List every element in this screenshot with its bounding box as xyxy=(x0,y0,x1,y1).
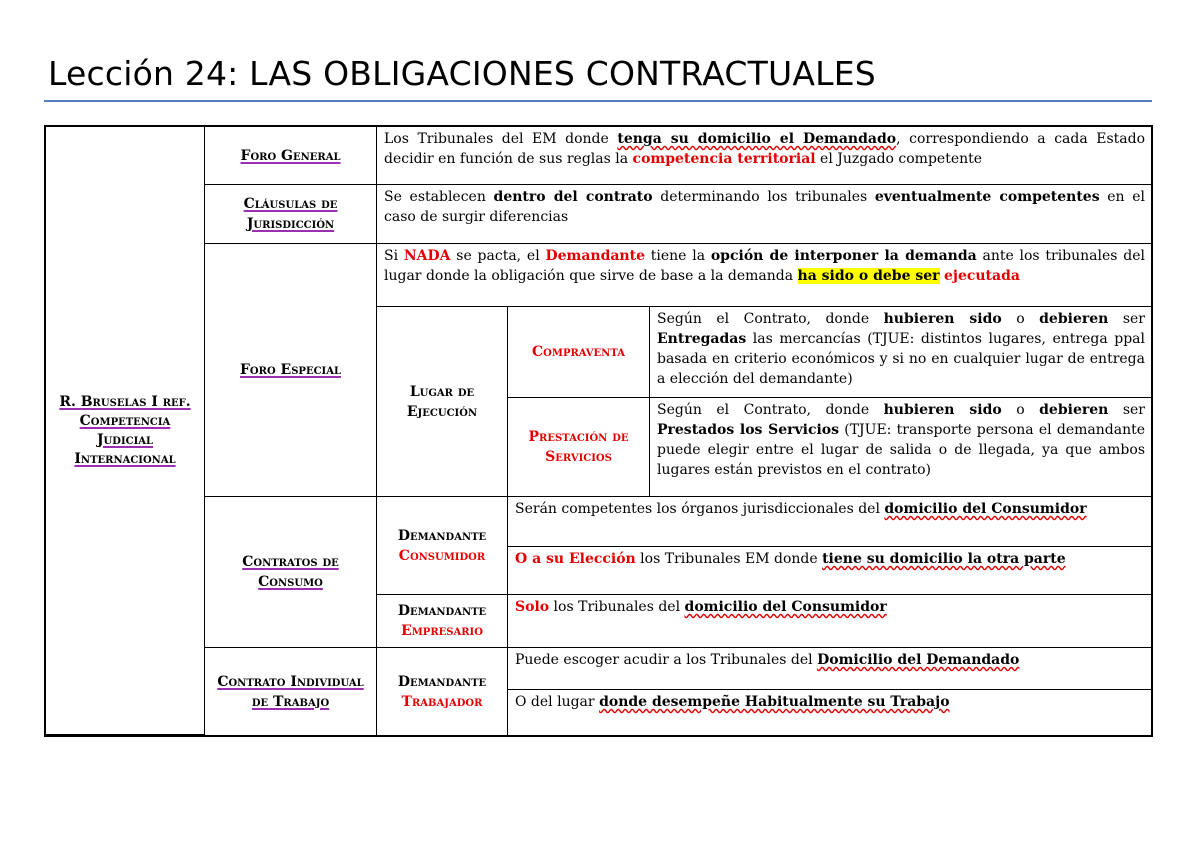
main-label-line: Competencia xyxy=(79,412,171,429)
lugar-label-line: Lugar de xyxy=(409,383,475,400)
text-segment: tiene la xyxy=(644,248,711,264)
clausulas-label-line: Cláusulas de xyxy=(243,196,338,212)
text-segment: Los Tribunales del EM donde xyxy=(384,131,618,147)
text-segment: Si xyxy=(384,248,404,264)
consumo-label-line: Contratos de xyxy=(242,554,339,570)
text-emphasis: eventualmente competentes xyxy=(874,189,1100,205)
consumidor-label-line: Consumidor xyxy=(398,547,486,564)
text-segment: ser xyxy=(1108,402,1145,418)
text-segment: determinando los tribunales xyxy=(652,189,875,205)
servicios-text xyxy=(650,398,1151,497)
text-emphasis: Entregadas xyxy=(657,331,747,347)
foro-especial-text xyxy=(377,244,1151,307)
text-emphasis: dentro del contrato xyxy=(493,189,653,205)
text-segment: Se establecen xyxy=(384,189,494,205)
text-emphasis: Solo xyxy=(515,599,550,615)
empresario-label-cell xyxy=(377,595,508,648)
text-emphasis: donde desempeñe Habitualmente su Trabajo xyxy=(599,694,950,710)
text-segment: Puede escoger acudir a los Tribunales del xyxy=(515,652,818,668)
servicios-label-line: Prestación de xyxy=(528,429,629,445)
text-emphasis: tenga su domicilio el Demandado xyxy=(617,131,897,147)
text-emphasis: debieren xyxy=(1039,402,1109,418)
text-segment: Según el Contrato, donde xyxy=(657,311,884,327)
text-segment: o xyxy=(1001,402,1040,418)
compraventa-label: Compraventa xyxy=(532,344,625,360)
text-emphasis: debieren xyxy=(1039,311,1109,327)
text-segment: (TJUE: transporte persona el demandante puede elegir entre el lugar de salida o de llegada, ya que ambos lugares están previstos en el contrato) xyxy=(657,422,1146,478)
text-emphasis: domicilio del Consumidor xyxy=(884,501,1087,517)
consumidor-label-line: Demandante xyxy=(397,527,487,544)
foro-general-text xyxy=(377,127,1151,185)
text-emphasis: opción de interponer la demanda xyxy=(710,248,977,264)
foro-general-label-cell xyxy=(205,127,377,185)
text-emphasis: Demandante xyxy=(545,248,645,264)
main-category-cell xyxy=(46,127,205,735)
competence-table xyxy=(44,125,1153,737)
text-segment: o xyxy=(1001,311,1040,327)
trabajo-label-cell xyxy=(205,648,377,735)
empresario-row xyxy=(508,595,1151,648)
text-emphasis: hubieren sido xyxy=(883,402,1002,418)
text-emphasis: competencia territorial xyxy=(632,151,816,167)
text-emphasis: O a su Elección xyxy=(515,551,636,567)
consumo-label-cell xyxy=(205,497,377,648)
foro-especial-label: Foro Especial xyxy=(239,362,341,378)
title-divider xyxy=(44,100,1152,102)
foro-general-label: Foro General xyxy=(240,147,341,164)
text-segment: , correspondiendo a cada Estado decidir en función de sus reglas la xyxy=(384,131,1145,167)
text-emphasis: ejecutada xyxy=(943,268,1020,284)
consumidor-row-1 xyxy=(508,497,1151,547)
servicios-label-cell xyxy=(508,398,650,497)
compraventa-label-cell xyxy=(508,307,650,398)
text-segment: los Tribunales del xyxy=(549,599,685,615)
text-segment: los Tribunales EM donde xyxy=(635,551,823,567)
clausulas-label-line: Jurisdicción xyxy=(246,216,335,232)
consumidor-label-cell xyxy=(377,497,508,595)
trabajo-row-1 xyxy=(508,648,1151,690)
main-label-line: Internacional xyxy=(74,450,176,467)
text-emphasis: Domicilio del Demandado xyxy=(817,652,1020,668)
trabajo-label-line: de Trabajo xyxy=(251,693,330,710)
empresario-label-line: Demandante xyxy=(397,603,487,619)
highlighted-text: ha sido o debe ser xyxy=(797,268,940,284)
trabajador-label-cell xyxy=(377,648,508,735)
text-segment: en el caso de surgir diferencias xyxy=(384,189,1145,225)
compraventa-text xyxy=(650,307,1151,398)
empresario-label-line: Empresario xyxy=(401,623,483,639)
text-segment: las mercancías (TJUE: distintos lugares, entrega ppal basada en criterio económicos y si no en cualquier lugar de entrega a elección del demandante) xyxy=(657,331,1145,387)
consumo-label-line: Consumo xyxy=(258,574,323,590)
main-label-line: Judicial xyxy=(96,431,154,448)
trabajador-label-line: Demandante xyxy=(397,673,487,690)
text-emphasis: domicilio del Consumidor xyxy=(684,599,887,615)
trabajo-row-2 xyxy=(508,690,1151,735)
text-emphasis: hubieren sido xyxy=(883,311,1002,327)
main-label-line: R. Bruselas I ref. xyxy=(59,393,191,410)
clausulas-label-cell xyxy=(205,185,377,244)
text-segment: el Juzgado competente xyxy=(815,151,983,167)
text-segment: ser xyxy=(1108,311,1145,327)
text-segment: O del lugar xyxy=(515,694,600,710)
text-segment: Según el Contrato, donde xyxy=(657,402,884,418)
trabajo-label-line: Contrato Individual xyxy=(217,673,364,690)
foro-especial-label-cell xyxy=(205,244,377,497)
trabajador-label-line: Trabajador xyxy=(401,693,483,710)
lugar-ejecucion-cell xyxy=(377,307,508,497)
text-segment: Serán competentes los órganos jurisdiccionales del xyxy=(515,501,885,517)
text-emphasis: Prestados los Servicios xyxy=(657,422,840,438)
lugar-label-line: Ejecución xyxy=(406,403,478,420)
text-emphasis: tiene su domicilio la otra parte xyxy=(822,551,1066,567)
text-emphasis: NADA xyxy=(403,248,451,264)
text-segment: ante los tribunales del lugar donde la obligación que sirve de base a la demanda xyxy=(384,248,1145,284)
clausulas-text xyxy=(377,185,1151,244)
servicios-label-line: Servicios xyxy=(545,449,612,465)
consumidor-row-2 xyxy=(508,547,1151,595)
text-segment: se pacta, el xyxy=(450,248,546,264)
page-title: Lección 24: LAS OBLIGACIONES CONTRACTUALES xyxy=(48,54,876,93)
